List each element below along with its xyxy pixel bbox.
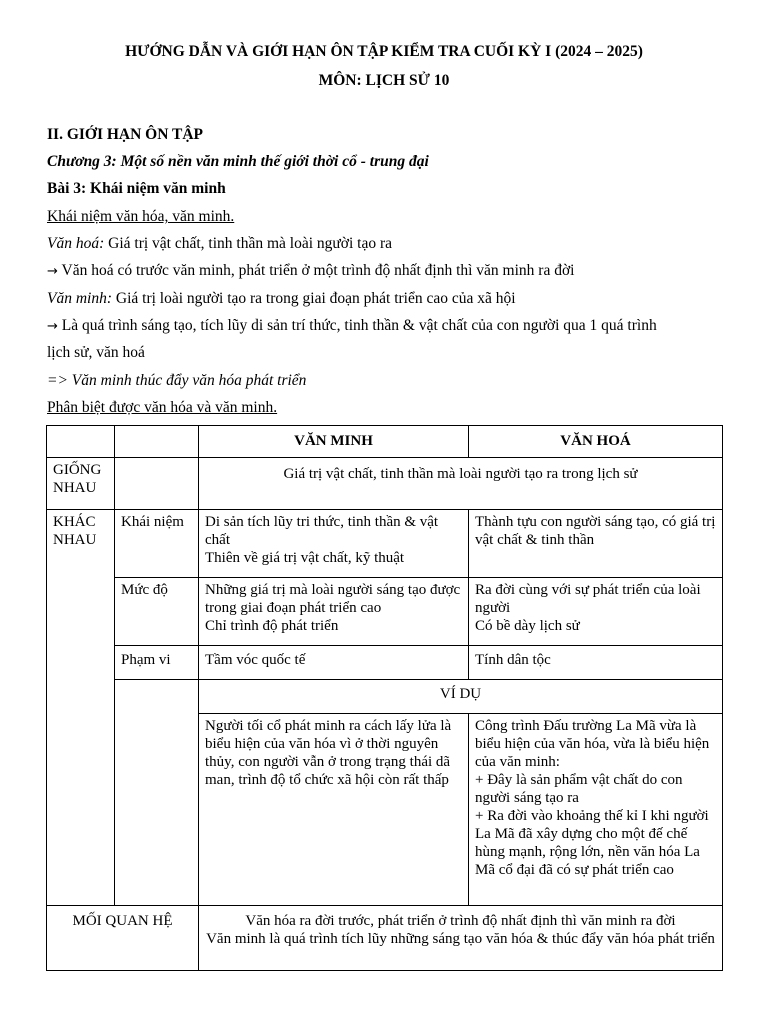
civilization-def-text: Giá trị loài người tạo ra trong giai đoạn phát triển cao của xã hội — [112, 290, 516, 307]
table-row-example — [47, 714, 723, 906]
table-row — [47, 578, 723, 646]
empty-cell — [115, 714, 199, 906]
comparison-table — [46, 425, 723, 971]
empty-cell — [115, 458, 199, 510]
row-label-concept: Khái niệm — [115, 510, 199, 578]
level-culture: Ra đời cùng với sự phát triển của loài người Có bề dày lịch sử — [469, 578, 723, 646]
civilization-term: Văn minh: — [47, 290, 113, 307]
civilization-note — [47, 312, 722, 340]
civilization-note-text: Là quá trình sáng tạo, tích lũy di sản trí thức, tinh thần & vật chất của con người qua 1 quá trình — [57, 317, 657, 334]
civilization-note-continued: lịch sử, văn hoá — [47, 344, 145, 361]
table-header-row — [47, 426, 723, 458]
example-label: VÍ DỤ — [199, 680, 723, 714]
example-culture: Công trình Đấu trường La Mã vừa là biểu hiện của văn hóa, vừa là biểu hiện của văn minh: + Đây là sản phẩm vật chất do con người sáng tạo ra + Ra đời vào khoảng thế kỉ I khi người La Mã đã xây dựng cho một đế chế hùng mạnh, rộng lớn, nền văn hóa La Mã cổ đại đã có sự phát triển cao — [469, 714, 723, 906]
table-row-example-header — [47, 680, 723, 714]
concept-civilization: Di sản tích lũy tri thức, tinh thần & vật chất Thiên về giá trị vật chất, kỹ thuật — [199, 510, 469, 578]
row-label-similarity: GIỐNG NHAU — [47, 458, 115, 510]
chapter-heading: Chương 3: Một số nền văn minh thế giới thời cổ - trung đại — [47, 153, 429, 170]
empty-cell — [115, 680, 199, 714]
culture-note-text: Văn hoá có trước văn minh, phát triển ở một trình độ nhất định thì văn minh ra đời — [57, 262, 575, 279]
table-row — [47, 510, 723, 578]
culture-def-text: Giá trị vật chất, tinh thần mà loài người tạo ra — [104, 235, 393, 252]
column-header-civilization: VĂN MINH — [199, 426, 469, 458]
conclusion: => Văn minh thúc đẩy văn hóa phát triển — [47, 372, 307, 389]
scope-civilization: Tầm vóc quốc tế — [199, 646, 469, 680]
similarity-text: Giá trị vật chất, tinh thần mà loài người tạo ra trong lịch sử — [199, 458, 723, 510]
document-subject: MÔN: LỊCH SỬ 10 — [318, 72, 450, 89]
relation-text: Văn hóa ra đời trước, phát triển ở trình độ nhất định thì văn minh ra đời Văn minh là quá trình tích lũy những sáng tạo văn hóa & thúc đẩy văn hóa phát triển — [199, 906, 723, 971]
column-header-culture: VĂN HOÁ — [469, 426, 723, 458]
culture-definition — [47, 230, 722, 257]
arrow-right-icon: → — [47, 319, 58, 334]
table-row-relation — [47, 906, 723, 971]
scope-culture: Tính dân tộc — [469, 646, 723, 680]
concept-heading: Khái niệm văn hóa, văn minh. — [47, 208, 235, 225]
distinguish-heading: Phân biệt được văn hóa và văn minh. — [47, 399, 278, 416]
document-title: HƯỚNG DẪN VÀ GIỚI HẠN ÔN TẬP KIỂM TRA CUỐI KỲ I (2024 – 2025) — [125, 43, 643, 60]
table-row — [47, 646, 723, 680]
row-label-level: Mức độ — [115, 578, 199, 646]
section-heading: II. GIỚI HẠN ÔN TẬP — [47, 126, 204, 143]
table-row-similarity — [47, 458, 723, 510]
concept-culture: Thành tựu con người sáng tạo, có giá trị vật chất & tinh thần — [469, 510, 723, 578]
culture-note — [47, 257, 722, 285]
arrow-right-icon: → — [47, 264, 58, 279]
row-label-difference: KHÁC NHAU — [47, 510, 115, 906]
civilization-definition — [47, 285, 722, 312]
table-corner-cell — [47, 426, 115, 458]
row-label-scope: Phạm vi — [115, 646, 199, 680]
culture-term: Văn hoá: — [47, 235, 105, 252]
example-civilization: Người tối cổ phát minh ra cách lấy lửa là biểu hiện của văn hóa vì ở thời nguyên thủy, con người vẫn ở trong trạng thái dã man, trình độ tổ chức xã hội còn rất thấp — [199, 714, 469, 906]
level-civilization: Những giá trị mà loài người sáng tạo được trong giai đoạn phát triển cao Chỉ trình độ phát triển — [199, 578, 469, 646]
row-label-relation: MỐI QUAN HỆ — [47, 906, 199, 971]
lesson-heading: Bài 3: Khái niệm văn minh — [47, 180, 226, 197]
table-corner-cell — [115, 426, 199, 458]
